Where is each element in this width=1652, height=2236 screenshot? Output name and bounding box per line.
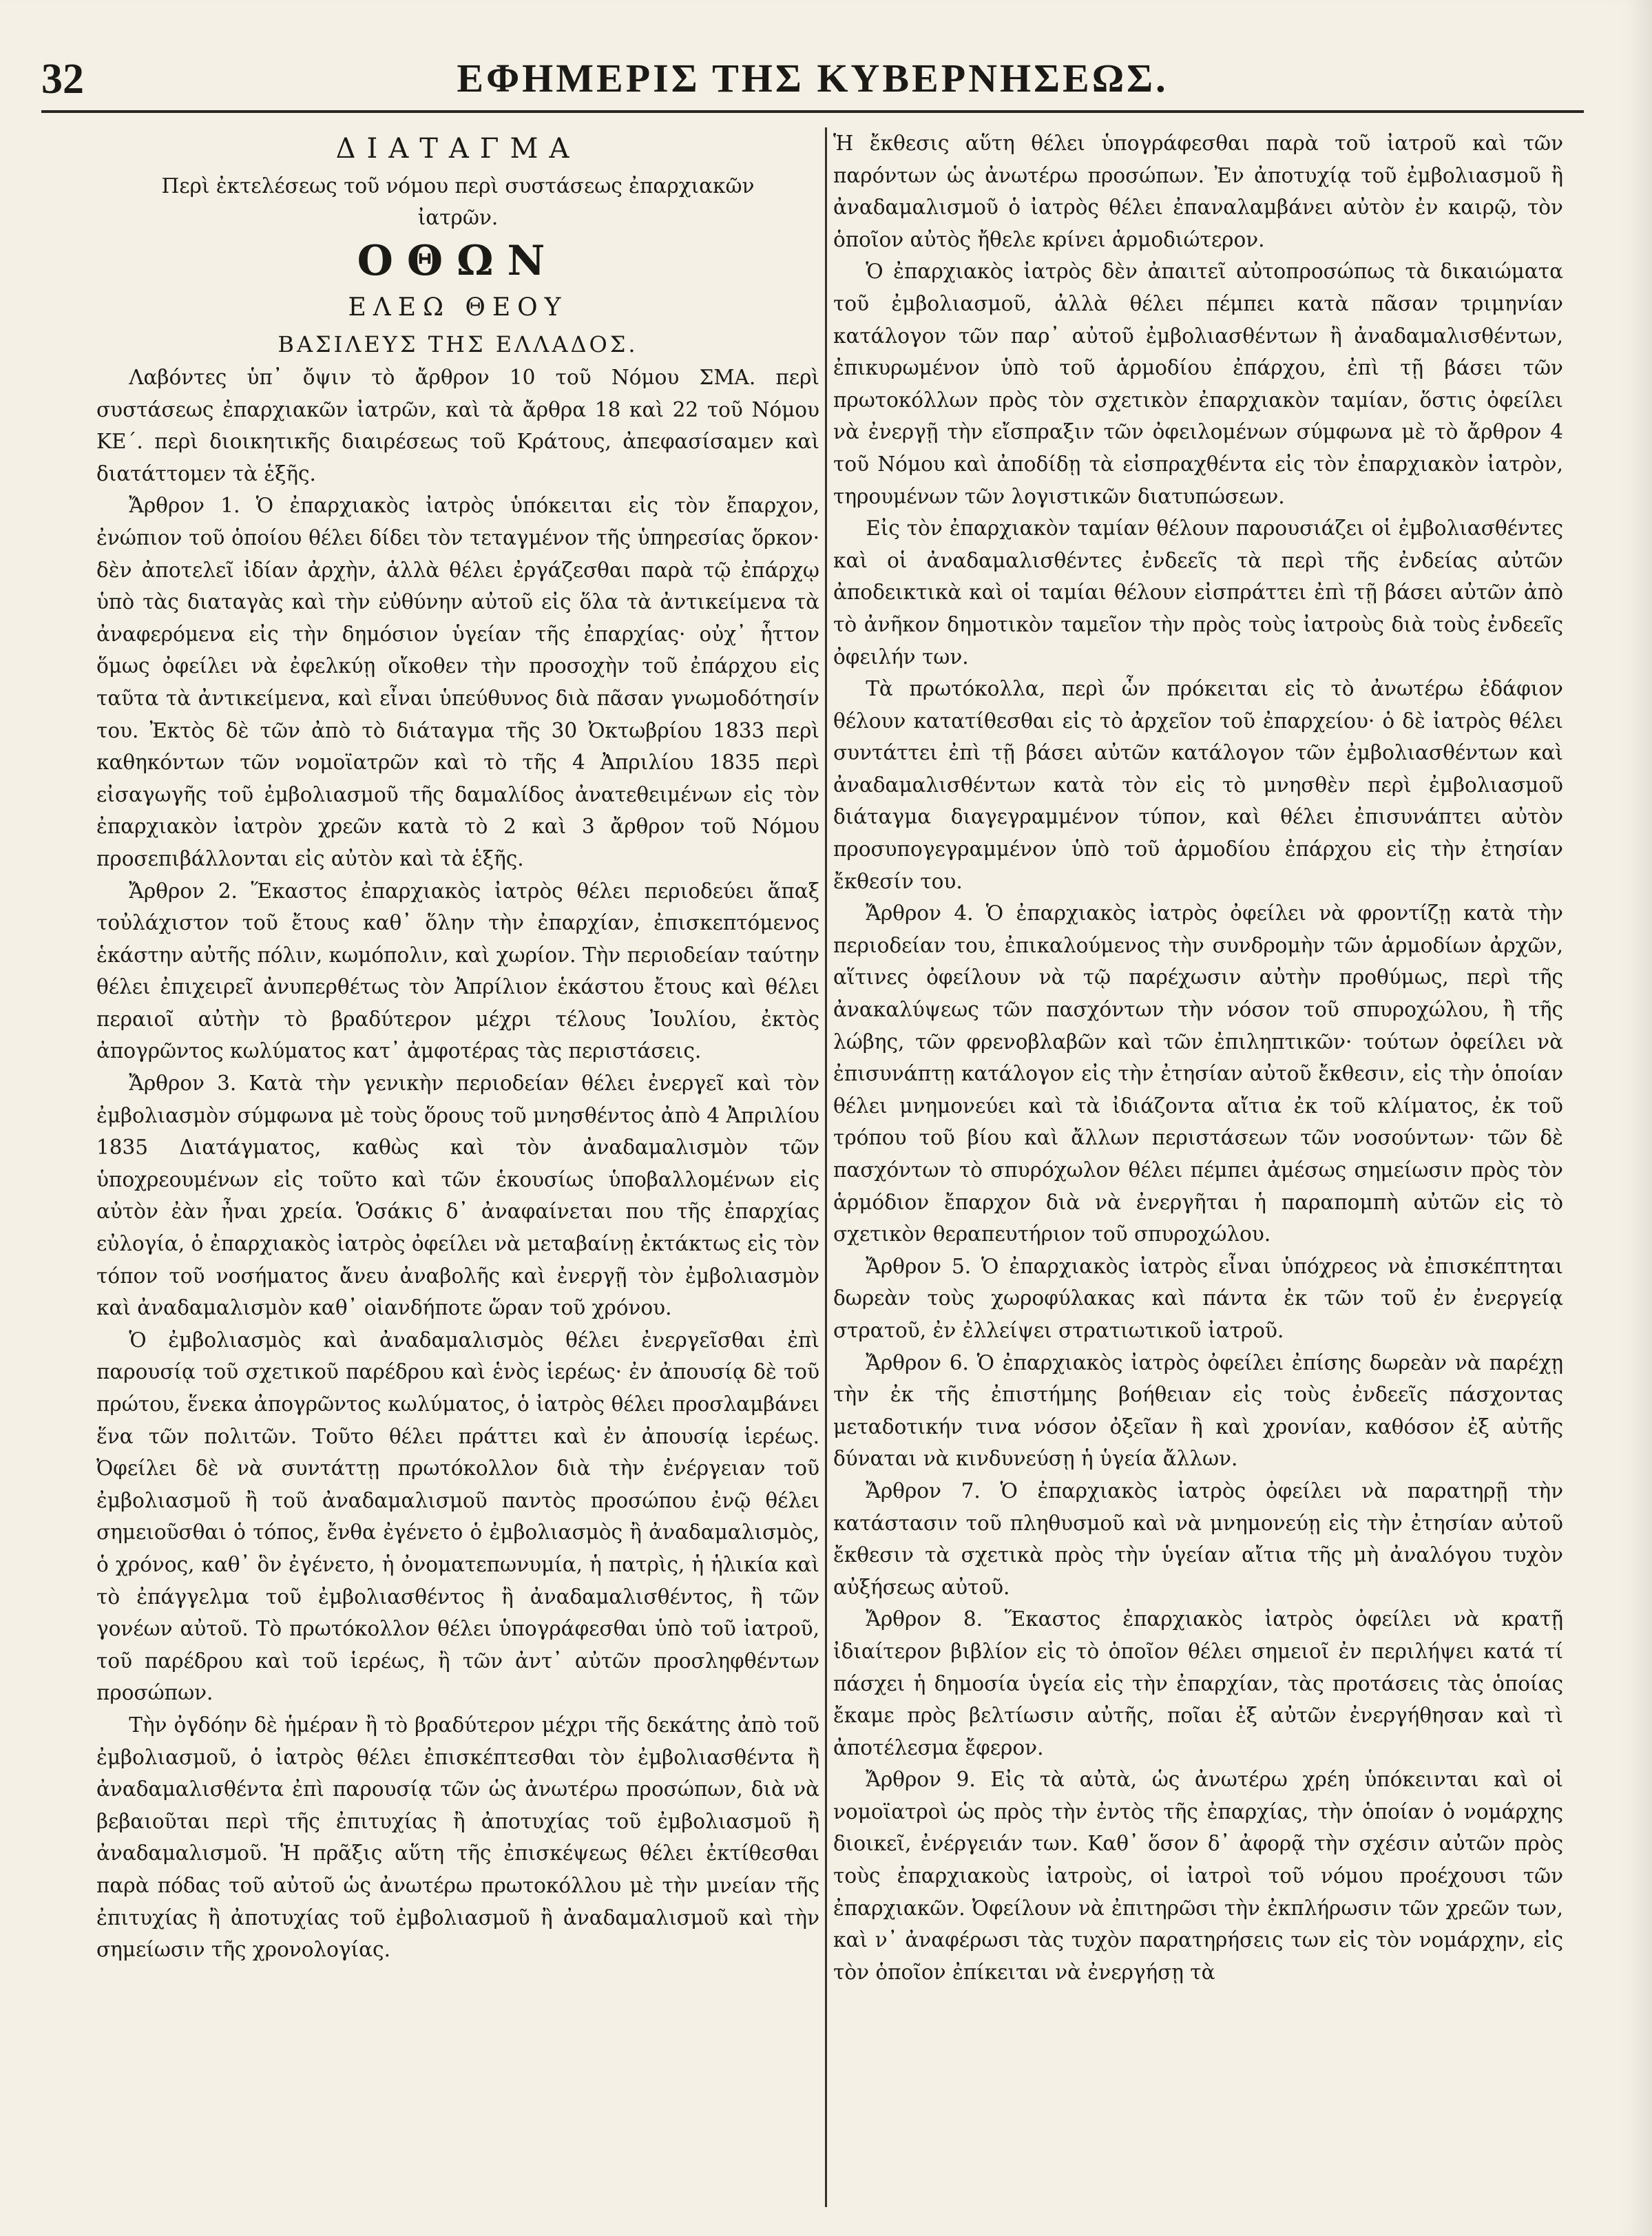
article-5-paragraph: Ἄρθρον 5. Ὁ ἐπαρχιακὸς ἰατρὸς εἶναι ὑπόχρεος νὰ ἐπισκέπτηται δωρεὰν τοὺς χωροφύλακας καὶ πάντα ἐκ τῶν τοῦ ἐν ἐνεργείᾳ στρατοῦ, ἐν ἐλλείψει στρατιωτικοῦ ἰατροῦ. [833,1254,1563,1342]
header-rule [41,110,1584,113]
decree-subtitle: Περὶ ἐκτελέσεως τοῦ νόμου περὶ συστάσεως ἐπαρχιακῶν ἰατρῶν. [161,174,755,229]
needy-certificates-paragraph: Εἰς τὸν ἐπαρχιακὸν ταμίαν θέλουν παρουσιάζει οἱ ἐμβολιασθέντες καὶ οἱ ἀναδαμαλισθέντες ἐνδεεῖς τὰ περὶ τῆς ἐνδείας αὐτῶν ἀποδεικτικὰ καὶ οἱ ταμίαι θέλουν εἰσπράττει ἐπὶ τῇ βάσει αὐτῶν ἀπὸ τὸ ἀνῆκον δημοτικὸν ταμεῖον τὴν πρὸς τοὺς ἰατροὺς διὰ τοὺς ἐνδεεῖς ὀφειλήν των. [833,516,1563,669]
protocols-archive-paragraph: Τὰ πρωτόκολλα, περὶ ὧν πρόκειται εἰς τὸ ἀνωτέρω ἐδάφιον θέλουν κατατίθεσθαι εἰς τὸ ἀρχεῖον τοῦ ἐπαρχείου· ὁ δὲ ἰατρὸς θέλει συντάττει ἐπὶ τῇ βάσει αὐτῶν κατάλογον τῶν ἐμβολιασθέντων καὶ ἀναδαμαλισθέντων κατὰ τὸν εἰς τὸ μνησθὲν περὶ ἐμβολιασμοῦ διάταγμα διαγεγραμμένον τύπον, καὶ θέλει ἐπισυνάπτει αὐτὸν προσυπογεγραμμένον ὑπὸ τοῦ ἁρμοδίου ἐπάρχου εἰς τὴν ἐτησίαν ἔκθεσίν του. [833,677,1563,893]
article-4-paragraph: Ἄρθρον 4. Ὁ ἐπαρχιακὸς ἰατρὸς ὀφείλει νὰ φροντίζῃ κατὰ τὴν περιοδείαν του, ἐπικαλούμενος τὴν συνδρομὴν τῶν ἁρμοδίων ἀρχῶν, αἵτινες ὀφείλουν νὰ τῷ παρέχωσιν αὐτὴν προθύμως, περὶ τῆς ἀνακαλύψεως τῶν πασχόντων τὴν νόσον τοῦ σπυροχώλου, ἢ τῆς λώβης, τῶν φρενοβλαβῶν καὶ τῶν ἐπιληπτικῶν· τούτων ὀφείλει νὰ ἐπισυνάπτῃ κατάλογον εἰς τὴν ἐτησίαν αὐτοῦ ἔκθεσιν, εἰς τὴν ὁποίαν θέλει μνημονεύει καὶ τὰ ἰδιάζοντα αἴτια ἐκ τοῦ κλίματος, ἐκ τοῦ τρόπου τοῦ βίου καὶ ἄλλων περιστάσεων τῶν νοσούντων· τῶν δὲ πασχόντων τὸ σπυρόχωλον θέλει πέμπει ἀμέσως σημείωσιν πρὸς τὸν ἁρμόδιον ἔπαρχον διὰ νὰ ἐνεργῆται ἡ παραπομπὴ αὐτῶν εἰς τὸ σχετικὸν θεραπευτήριον τοῦ σπυροχώλου. [833,901,1563,1246]
vaccination-procedure-paragraph: Ὁ ἐμβολιασμὸς καὶ ἀναδαμαλισμὸς θέλει ἐνεργεῖσθαι ἐπὶ παρουσίᾳ τοῦ σχετικοῦ παρέδρου καὶ ἑνὸς ἱερέως· ἐν ἀπουσίᾳ δὲ τοῦ πρώτου, ἕνεκα ἀπογρῶντος κωλύματος, ὁ ἰατρὸς θέλει προσλαμβάνει ἕνα τῶν πολιτῶν. Τοῦτο θέλει πράττει καὶ ἐν ἀπουσίᾳ ἱερέως. Ὀφείλει δὲ νὰ συντάττῃ πρωτόκολλον διὰ τὴν ἐνέργειαν τοῦ ἐμβολιασμοῦ ἢ τοῦ ἀναδαμαλισμοῦ παντὸς προσώπου ἐνῷ θέλει σημειοῦσθαι ὁ τόπος, ἔνθα ἐγένετο ὁ ἐμβολιασμὸς ἢ ἀναδαμαλισμὸς, ὁ χρόνος, καθ᾽ ὃν ἐγένετο, ἡ ὀνοματεπωνυμία, ἡ πατρὶς, ἡ ἡλικία καὶ τὸ ἐπάγγελμα τοῦ ἐμβολιασθέντος ἢ ἀναδαμαλισθέντος, ἢ τῶν γονέων αὐτοῦ. Τὸ πρωτόκολλον θέλει ὑπογράφεσθαι ὑπὸ τοῦ ἰατροῦ, τοῦ παρέδρου καὶ τοῦ ἱερέως, ἢ τῶν ἀντ᾽ αὐτῶν προσληφθέντων προσώπων. [96,1328,819,1705]
page-number: 32 [41,56,84,103]
right-column [833,127,1563,2207]
newspaper-title: ΕΦΗΜΕΡΙΣ ΤΗΣ ΚΥΒΕΡΝΗΣΕΩΣ. [457,56,1169,101]
article-3-paragraph: Ἄρθρον 3. Κατὰ τὴν γενικὴν περιοδείαν θέλει ἐνεργεῖ καὶ τὸν ἐμβολιασμὸν σύμφωνα μὲ τοὺς ὅρους τοῦ μνησθέντος ἀπὸ 4 Ἀπριλίου 1835 Διατάγματος, καθὼς καὶ τὸν ἀναδαμαλισμὸν τῶν ὑποχρεουμένων εἰς τοῦτο καὶ τῶν ἑκουσίως ὑποβαλλομένων εἰς αὐτὸν ἐὰν ἦναι χρεία. Ὁσάκις δ᾽ ἀναφαίνεται που τῆς ἐπαρχίας εὐλογία, ὁ ἐπαρχιακὸς ἰατρὸς ὀφείλει νὰ μεταβαίνῃ ἐκτάκτως εἰς τὸν τόπον τοῦ νοσήματος ἄνευ ἀναβολῆς καὶ ἐνεργῇ τὸν ἐμβολιασμὸν καὶ ἀναδαμαλισμὸν καθ᾽ οἱανδήποτε ὥραν τοῦ χρόνου. [96,1072,819,1320]
follow-up-visit-paragraph: Τὴν ὀγδόην δὲ ἡμέραν ἢ τὸ βραδύτερον μέχρι τῆς δεκάτης ἀπὸ τοῦ ἐμβολιασμοῦ, ὁ ἰατρὸς θέλει ἐπισκέπτεσθαι τὸν ἐμβολιασθέντα ἢ ἀναδαμαλισθέντα ἐπὶ παρουσίᾳ τῶν ὡς ἀνωτέρω προσώπων, διὰ νὰ βεβαιοῦται περὶ τῆς ἐπιτυχίας ἢ ἀποτυχίας τοῦ ἐμβολιασμοῦ ἢ ἀναδαμαλισμοῦ. Ἡ πρᾶξις αὕτη τῆς ἐπισκέψεως θέλει ἐκτίθεσθαι παρὰ πόδας τοῦ αὐτοῦ ὡς ἀνωτέρω πρωτοκόλλου μὲ τὴν μνείαν τῆς ἐπιτυχίας ἢ ἀποτυχίας τοῦ ἐμβολιασμοῦ ἢ ἀναδαμαλισμοῦ καὶ τὴν σημείωσιν τῆς χρονολογίας. [96,1713,819,1962]
article-2-paragraph: Ἄρθρον 2. Ἕκαστος ἐπαρχιακὸς ἰατρὸς θέλει περιοδεύει ἅπαξ τοὐλάχιστον τοῦ ἔτους καθ᾽ ὅλην τὴν ἐπαρχίαν, ἐπισκεπτόμενος ἑκάστην αὐτῆς πόλιν, κωμόπολιν, καὶ χωρίον. Τὴν περιοδείαν ταύτην θέλει ἐπιχειρεῖ ἀνυπερθέτως τὸν Ἀπρίλιον ἑκάστου ἔτους καὶ θέλει περαιοῖ αὐτὴν τὸ βραδύτερον μέχρι τέλους Ἰουλίου, ἐκτὸς ἀπογρῶντος κωλύματος κατ᾽ ἀμφοτέρας τὰς περιστάσεις. [96,879,819,1063]
king-name: ΟΘΩΝ [357,237,559,285]
column-divider [825,127,827,2207]
article-6-paragraph: Ἄρθρον 6. Ὁ ἐπαρχιακὸς ἰατρὸς ὀφείλει ἐπίσης δωρεὰν νὰ παρέχῃ τὴν ἐκ τῆς ἐπιστήμης βοήθειαν εἰς τοὺς ἐνδεεῖς πάσχοντας μεταδοτικήν τινα νόσον ὀξεῖαν ἢ καὶ χρονίαν, καθόσον ἐξ αὐτῆς δύναται νὰ κινδυνεύσῃ ἡ ὑγεία ἄλλων. [833,1350,1563,1471]
left-column [96,127,819,2207]
article-9-paragraph: Ἄρθρον 9. Εἰς τὰ αὐτὰ, ὡς ἀνωτέρω χρέη ὑπόκεινται καὶ οἱ νομοϊατροὶ ὡς πρὸς τὴν ἐντὸς τῆς ἐπαρχίας, τὴν ὁποίαν ὁ νομάρχης διοικεῖ, ἐνέργειάν των. Καθ᾽ ὅσον δ᾽ ἀφορᾷ τὴν σχέσιν αὐτῶν πρὸς τοὺς ἐπαρχιακοὺς ἰατροὺς, οἱ ἰατροὶ τοῦ νόμου προέχουσι τῶν ἐπαρχιακῶν. Ὀφείλουν νὰ ἐπιτηρῶσι τὴν ἐκπλήρωσιν τῶν χρεῶν των, καὶ ν᾽ ἀναφέρωσι τὰς τυχὸν παρατηρήσεις των εἰς τὸν νομάρχην, εἰς τὸν ὁποῖον ἐπίκειται νὰ ἐνεργήσῃ τὰ [833,1768,1563,1984]
king-of-greece: ΒΑΣΙΛΕΥΣ ΤΗΣ ΕΛΛΑΔΟΣ. [278,331,638,357]
preamble-paragraph: Λαβόντες ὑπ᾽ ὄψιν τὸ ἄρθρον 10 τοῦ Νόμου ΣΜΑ. περὶ συστάσεως ἐπαρχιακῶν ἰατρῶν, καὶ τὰ ἄρθρα 18 καὶ 22 τοῦ Νόμου ΚΕ΄. περὶ διοικητικῆς διαιρέσεως τοῦ Κράτους, ἀπεφασίσαμεν καὶ διατάττομεν τὰ ἑξῆς. [96,366,819,485]
article-7-paragraph: Ἄρθρον 7. Ὁ ἐπαρχιακὸς ἰατρὸς ὀφείλει νὰ παρατηρῇ τὴν κατάστασιν τοῦ πληθυσμοῦ καὶ νὰ μνημονεύῃ εἰς τὴν ἐτησίαν αὐτοῦ ἔκθεσιν τὰ σχετικὰ πρὸς τὴν ὑγείαν αἴτια τῆς μὴ ἀναλόγου τυχὸν αὐξήσεως αὐτοῦ. [833,1479,1563,1599]
page-header [41,48,1584,110]
by-grace-of-god: ΕΛΕΩ ΘΕΟΥ [348,293,568,322]
vaccination-fees-paragraph: Ὁ ἐπαρχιακὸς ἰατρὸς δὲν ἀπαιτεῖ αὐτοπροσώπως τὰ δικαιώματα τοῦ ἐμβολιασμοῦ, ἀλλὰ θέλει πέμπει κατὰ πᾶσαν τριμηνίαν κατάλογον τῶν παρ᾽ αὐτοῦ ἐμβολιασθέντων ἢ ἀναδαμαλισθέντων, ἐπικυρωμένον ὑπὸ τοῦ ἁρμοδίου ἐπάρχου, ἐπὶ τῇ βάσει τῶν πρωτοκόλλων πρὸς τὸν σχετικὸν ἐπαρχιακὸν ταμίαν, ὅστις ὀφείλει νὰ ἐνεργῇ τὴν εἴσπραξιν τῶν ὀφειλομένων σύμφωνα μὲ τὸ ἄρθρον 4 τοῦ Νόμου καὶ ἀποδίδῃ τὰ εἰσπραχθέντα εἰς τὸν ἐπαρχιακὸν ἰατρὸν, τηρουμένων τῶν λογιστικῶν διατυπώσεων. [833,260,1563,508]
article-8-paragraph: Ἄρθρον 8. Ἕκαστος ἐπαρχιακὸς ἰατρὸς ὀφείλει νὰ κρατῇ ἰδιαίτερον βιβλίον εἰς τὸ ὁποῖον θέλει σημειοῖ ἐν περιλήψει κατά τί πάσχει ἡ δημοσία ὑγεία εἰς τὴν ἐπαρχίαν, τὰς προτάσεις τὰς ὁποίας ἔκαμε πρὸς βελτίωσιν αὐτῆς, ποῖαι ἐξ αὐτῶν ἐνεργήθησαν καὶ τὶ ἀποτέλεσμα ἔφερον. [833,1607,1563,1759]
decree-title: ΔΙΑΤΑΓΜΑ [335,133,581,165]
report-signing-paragraph: Ἡ ἔκθεσις αὕτη θέλει ὑπογράφεσθαι παρὰ τοῦ ἰατροῦ καὶ τῶν παρόντων ὡς ἀνωτέρω προσώπων. Ἐν ἀποτυχίᾳ τοῦ ἐμβολιασμοῦ ἢ ἀναδαμαλισμοῦ ὁ ἰατρὸς θέλει ἐπαναλαμβάνει αὐτὸν ἐν καιρῷ, τὸν ὁποῖον αὐτὸς ἤθελε κρίνει ἁρμοδιώτερον. [833,132,1563,251]
article-1-paragraph: Ἄρθρον 1. Ὁ ἐπαρχιακὸς ἰατρὸς ὑπόκειται εἰς τὸν ἔπαρχον, ἐνώπιον τοῦ ὁποίου θέλει δίδει τὸν τεταγμένον τῆς ὑπηρεσίας ὅρκον· δὲν ἀποτελεῖ ἰδίαν ἀρχὴν, ἀλλὰ θέλει ἐργάζεσθαι παρὰ τῷ ἐπάρχῳ ὑπὸ τὰς διαταγὰς καὶ τὴν εὐθύνην αὐτοῦ εἰς ὅλα τὰ ἀντικείμενα τὰ ἀναφερόμενα εἰς τὴν δημόσιον ὑγείαν τῆς ἐπαρχίας· οὐχ᾽ ἧττον ὅμως ὀφείλει νὰ ἐφελκύῃ οἴκοθεν τὴν προσοχὴν τοῦ ἐπάρχου εἰς ταῦτα τὰ ἀντικείμενα, καὶ εἶναι ὑπεύθυνος διὰ πᾶσαν γνωμοδότησίν του. Ἐκτὸς δὲ τῶν ἀπὸ τὸ διάταγμα τῆς 30 Ὀκτωβρίου 1833 περὶ καθηκόντων τῶν νομοϊατρῶν καὶ τὸ τῆς 4 Ἀπριλίου 1835 περὶ εἰσαγωγῆς τοῦ ἐμβολιασμοῦ τῆς δαμαλίδος ἀνατεθειμένων εἰς τὸν ἐπαρχιακὸν ἰατρὸν χρεῶν κατὰ τὸ 2 καὶ 3 ἄρθρον τοῦ Νόμου προσεπιβάλλονται εἰς αὐτὸν καὶ τὰ ἑξῆς. [96,494,819,870]
